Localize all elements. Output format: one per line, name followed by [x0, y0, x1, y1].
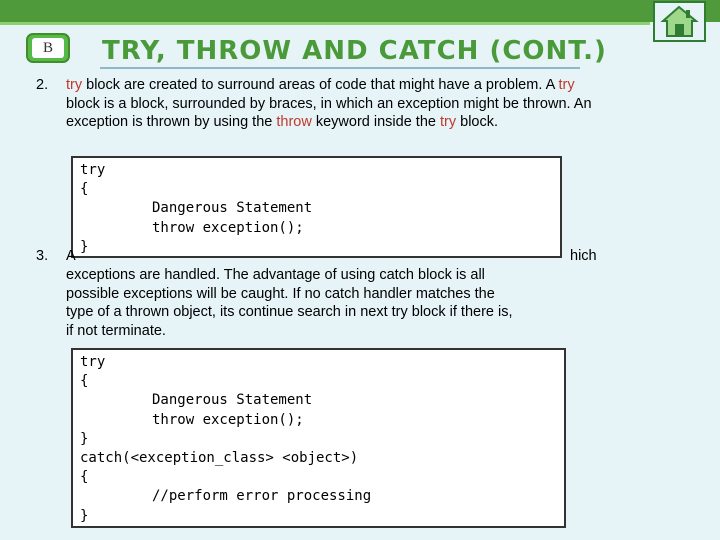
- item-3-line-end: hich: [570, 248, 597, 264]
- body-text: block is a block, surrounded by braces, in which an exception might be thrown. An exception is thrown by using the: [66, 95, 592, 130]
- code-line: {: [80, 469, 89, 486]
- title-underline: [100, 67, 580, 69]
- top-bar: [0, 0, 720, 22]
- body-text: block.: [456, 114, 499, 130]
- code-line: throw exception();: [152, 219, 304, 236]
- code-line: Dangerous Statement: [152, 200, 313, 217]
- code-line: Dangerous Statement: [152, 392, 313, 409]
- code-line: //perform error processing: [152, 488, 372, 505]
- home-button[interactable]: [653, 1, 706, 42]
- item-3-line: exceptions are handled. The advantage of using catch block is all: [66, 267, 485, 283]
- code-line: try: [80, 354, 106, 370]
- body-text: block are created to surround areas of code that might have a problem. A: [82, 77, 559, 93]
- item-3-text: [66, 266, 611, 340]
- item-3-line: type of a thrown object, its continue search in next try block if there is,: [66, 304, 513, 320]
- badge-letter: B: [32, 38, 64, 58]
- code-line: {: [80, 181, 89, 198]
- code-line: throw exception();: [152, 411, 304, 428]
- keyword-text: try: [440, 114, 457, 130]
- code-block-try: [71, 156, 562, 258]
- item-number: 2.: [36, 77, 49, 93]
- code-line: try: [80, 162, 106, 178]
- item-2-text: [66, 76, 611, 132]
- item-3-line: possible exceptions will be caught. If no catch handler matches the: [66, 285, 495, 302]
- body-text: keyword inside the: [311, 114, 440, 130]
- code-line: }: [80, 430, 89, 447]
- top-bar-accent: [0, 22, 650, 25]
- code-block-try-catch: [71, 348, 566, 528]
- keyword-text: try: [558, 77, 575, 93]
- page-title: TRY, THROW AND CATCH (CONT.): [102, 36, 607, 66]
- keyword-text: throw: [276, 114, 312, 130]
- item-3-line-start: A: [66, 248, 76, 264]
- item-3-line: if not terminate.: [66, 322, 166, 339]
- code-line: }: [80, 507, 89, 524]
- code-line: catch(<exception_class> <object>): [80, 449, 359, 466]
- code-line: }: [80, 238, 89, 255]
- item-number: 3.: [36, 248, 49, 264]
- slide-badge: [26, 33, 70, 63]
- home-icon: [655, 3, 704, 40]
- code-line: {: [80, 373, 89, 390]
- keyword-text: try: [66, 77, 83, 93]
